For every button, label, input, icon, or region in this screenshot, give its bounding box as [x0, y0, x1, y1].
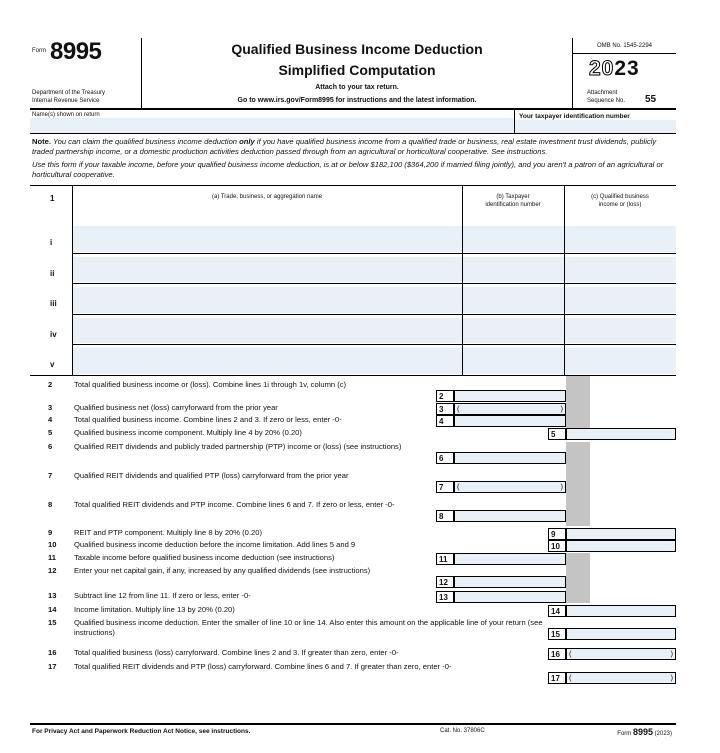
line-text: Enter your net capital gain, if any, increased by any qualified dividends (see instructions)	[74, 566, 371, 575]
department-name: Department of the Treasury	[32, 90, 106, 96]
row-i-label: i	[50, 238, 53, 247]
line-box-number: 13	[436, 591, 454, 603]
line-box-number: 16	[548, 648, 566, 660]
row-v-label: v	[50, 360, 55, 369]
name-field[interactable]	[30, 118, 514, 133]
line-2-amount-field[interactable]	[454, 390, 566, 402]
line-box-number: 15	[548, 628, 566, 640]
omb-number: OMB No. 1545-2294	[573, 43, 676, 54]
line-number: 7	[48, 471, 53, 480]
form-number: 8995	[50, 38, 102, 65]
line-box-number: 17	[548, 672, 566, 684]
line-box-number: 4	[436, 415, 454, 427]
form-subtitle: Simplified Computation	[278, 62, 436, 78]
line-17-amount-field[interactable]: ( )	[566, 672, 676, 684]
form-title: Qualified Business Income Deduction	[231, 41, 483, 57]
line-box-number: 5	[548, 428, 566, 440]
line-text: Total qualified REIT dividends and PTP income. Combine lines 6 and 7. If zero or less, enter -0-	[74, 500, 395, 509]
line-8-amount-field[interactable]	[454, 510, 566, 522]
row-i-tin-field[interactable]	[463, 226, 564, 252]
line-11-amount-field[interactable]	[454, 553, 566, 565]
line-15-amount-field[interactable]	[566, 628, 676, 640]
line-text: Qualified business net (loss) carryforward from the prior year	[74, 403, 278, 412]
line-number: 14	[48, 605, 57, 614]
row-v-income-field[interactable]	[565, 348, 676, 374]
goto-instruction: Go to www.irs.gov/Form8995 for instructions and the latest information.	[237, 97, 477, 104]
form-header	[30, 38, 676, 110]
line-6-amount-field[interactable]	[454, 452, 566, 464]
form-footer	[30, 723, 676, 737]
attach-instruction: Attach to your tax return.	[315, 84, 399, 91]
department-block	[32, 89, 105, 105]
line-5-amount-field[interactable]	[566, 428, 676, 440]
row-ii-label: ii	[50, 268, 55, 278]
sequence-number: 55	[645, 94, 657, 105]
line-box-number: 2	[436, 390, 454, 402]
use-paragraph: Use this form if your taxable income, before your qualified business income deduction, is at or below $182,100 ($364,200 if married filing jointly), and you aren't a patron of an agricultural or horticultural cooperative.	[32, 160, 664, 179]
line-box-number: 7	[436, 481, 454, 493]
line-14-amount-field[interactable]	[566, 605, 676, 617]
line-number: 2	[48, 380, 53, 389]
line-number: 9	[48, 528, 53, 537]
row-iii-name-field[interactable]	[73, 287, 462, 313]
line-10-amount-field[interactable]	[566, 540, 676, 552]
line-number: 16	[48, 648, 57, 657]
row-i-income-field[interactable]	[565, 226, 676, 252]
tin-block	[514, 110, 676, 134]
line-number: 12	[48, 566, 57, 575]
title-block	[142, 38, 572, 110]
line-box-number: 3	[436, 403, 454, 415]
line-text: Qualified business income component. Multiply line 4 by 20% (0.20)	[74, 428, 302, 437]
line-number: 15	[48, 618, 57, 627]
line-number: 17	[48, 662, 57, 671]
row-iv-label: iv	[50, 329, 57, 339]
row-iv-income-field[interactable]	[565, 318, 676, 344]
tin-field[interactable]	[515, 120, 676, 133]
col-a-header: (a) Trade, business, or aggregation name	[211, 194, 323, 200]
line-number: 4	[48, 415, 53, 424]
line-9-amount-field[interactable]	[566, 528, 676, 540]
note-label: Note.	[32, 137, 51, 146]
form-id-block	[30, 38, 142, 110]
name-label: Name(s) shown on return	[32, 112, 100, 118]
form-8995-page	[30, 38, 676, 738]
col-c-header: (c) Qualified business income or (loss)	[591, 194, 649, 208]
line-1-number: 1	[50, 194, 55, 203]
footer-form-id: Form 8995 (2023)	[617, 727, 672, 737]
line-1-table	[30, 186, 676, 376]
form-label: Form	[32, 48, 46, 54]
line-13-amount-field[interactable]	[454, 591, 566, 603]
row-iii-tin-field[interactable]	[463, 287, 564, 313]
note-paragraph: Note. You can claim the qualified business income deduction only if you have qualified business income from a qualified trade or business, real estate investment trust dividends, publicly traded partnership income, or a domestic production activities deduction passed through from an agricultural or horticultural cooperative. See instructions.	[32, 137, 657, 156]
line-text: Qualified business income deduction. Enter the smaller of line 10 or line 14. Also enter this amount on the applicable line of your return (see instructions)	[74, 618, 543, 637]
line-text: REIT and PTP component. Multiply line 8 by 20% (0.20)	[74, 528, 262, 537]
row-v-name-field[interactable]	[73, 348, 462, 374]
note-section	[30, 134, 676, 186]
line-text: Total qualified business income or (loss). Combine lines 1i through 1v, column (c)	[74, 380, 347, 389]
line-box-number: 6	[436, 452, 454, 464]
note-only: only	[239, 137, 255, 146]
line-box-number: 9	[548, 528, 566, 540]
row-iv-tin-field[interactable]	[463, 318, 564, 344]
line-number: 3	[48, 403, 53, 412]
line-box-number: 12	[436, 576, 454, 588]
irs-name: Internal Revenue Service	[32, 98, 100, 104]
row-v-tin-field[interactable]	[463, 348, 564, 374]
line-text: Subtract line 12 from line 11. If zero or less, enter -0-	[74, 591, 251, 600]
computation-lines	[30, 376, 676, 698]
line-box-number: 8	[436, 510, 454, 522]
omb-block	[572, 38, 676, 110]
line-box-number: 11	[436, 553, 454, 565]
line-12-amount-field[interactable]	[454, 576, 566, 588]
line-text: Qualified REIT dividends and qualified PTP (loss) carryforward from the prior year	[74, 471, 349, 480]
line-number: 6	[48, 442, 53, 451]
name-row	[30, 110, 676, 134]
row-i-name-field[interactable]	[73, 226, 462, 252]
col-b-header: (b) Taxpayer identification number	[485, 194, 541, 208]
row-ii-name-field[interactable]	[73, 257, 462, 283]
line-number: 8	[48, 500, 53, 509]
line-text: Total qualified business income. Combine lines 2 and 3. If zero or less, enter -0-	[74, 415, 342, 424]
line-text: Taxable income before qualified business income deduction (see instructions)	[74, 553, 335, 562]
row-iii-label: iii	[50, 299, 57, 308]
line-text: Total qualified business (loss) carryforward. Combine lines 2 and 3. If greater than zero, enter -0-	[74, 648, 399, 657]
row-ii-income-field[interactable]	[565, 257, 676, 283]
tax-year: 2023	[589, 57, 640, 80]
line-text: Income limitation. Multiply line 13 by 20% (0.20)	[74, 605, 235, 614]
line-text: Qualified REIT dividends and publicly traded partnership (PTP) income or (loss) (see instructions)	[74, 442, 402, 451]
privacy-notice: For Privacy Act and Paperwork Reduction Act Notice, see instructions.	[32, 728, 251, 735]
catalog-number: Cat. No. 37806C	[440, 728, 485, 734]
line-4-amount-field[interactable]	[454, 415, 566, 427]
tin-label: Your taxpayer identification number	[519, 113, 630, 120]
line-number: 10	[48, 540, 57, 549]
line-number: 11	[48, 553, 57, 562]
line-7-amount-field[interactable]: ( )	[454, 481, 566, 493]
line-number: 13	[48, 591, 57, 600]
line-text: Total qualified REIT dividends and PTP (loss) carryforward. Combine lines 6 and 7. If greater than zero, enter -0-	[74, 662, 452, 671]
line-text: Qualified business income deduction before the income limitation. Add lines 5 and 9	[74, 540, 356, 549]
line-16-amount-field[interactable]: ( )	[566, 648, 676, 660]
line-box-number: 10	[548, 540, 566, 552]
line-number: 5	[48, 428, 53, 437]
line-box-number: 14	[548, 605, 566, 617]
attachment-sequence: Attachment Sequence No.	[587, 90, 626, 104]
row-iv-name-field[interactable]	[73, 318, 462, 344]
row-ii-tin-field[interactable]	[463, 257, 564, 283]
row-iii-income-field[interactable]	[565, 287, 676, 313]
line-3-amount-field[interactable]: ( )	[454, 403, 566, 415]
